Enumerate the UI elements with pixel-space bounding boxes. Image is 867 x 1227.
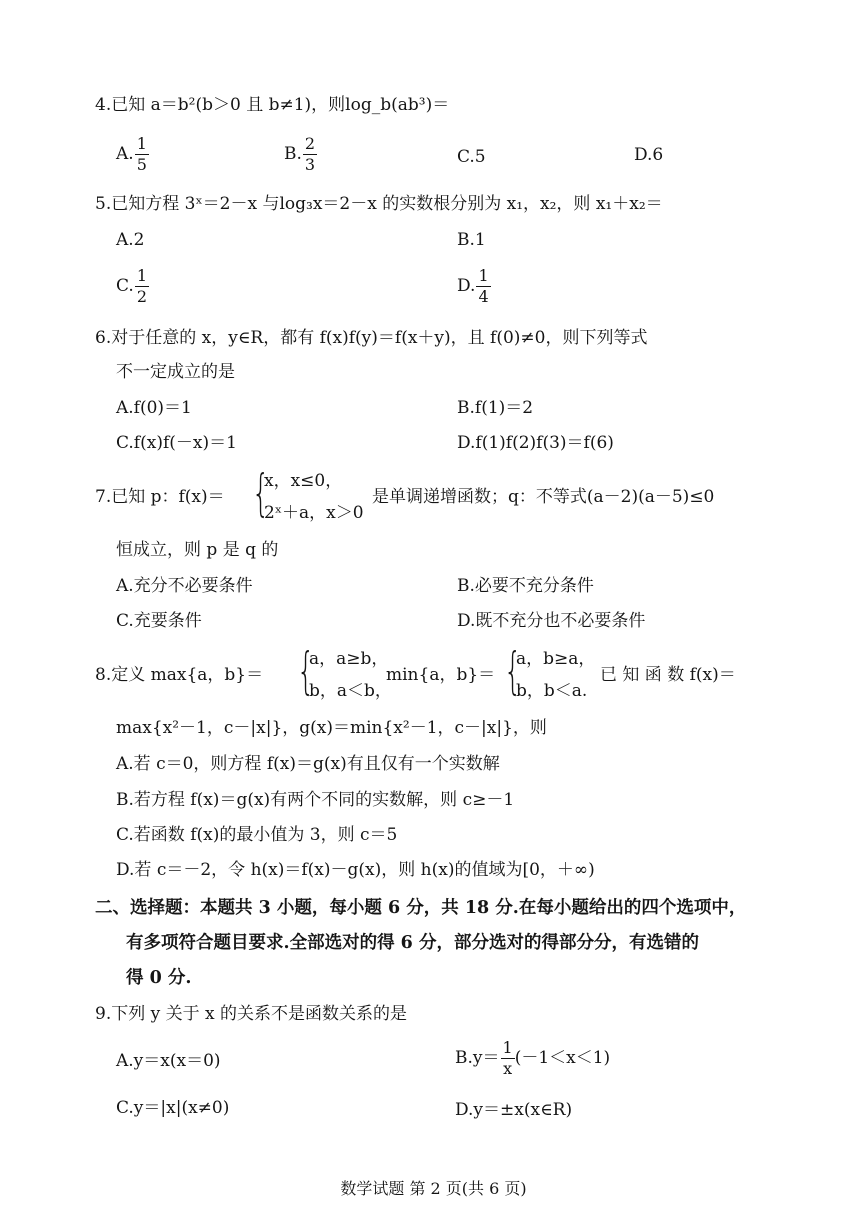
section2-line2: 有多项符合题目要求.全部选对的得 6 分，部分选对的得部分分，有选错的 [126, 933, 699, 953]
q8-max-case-1: a，a≥b， [309, 649, 389, 669]
q5-option-b: B.1 [457, 230, 486, 250]
q8-definition-prefix: 8.定义 max{a，b}＝ [95, 665, 264, 685]
q4-option-d: D.6 [634, 145, 664, 165]
q6-option-b: B.f(1)＝2 [457, 398, 534, 418]
q7-case-1: x，x≤0， [264, 471, 343, 491]
q5-option-d-numerator: 1 [478, 266, 489, 285]
q7-stem-prefix: 7.已知 p：f(x)＝ [95, 487, 225, 507]
q5-option-d [457, 268, 491, 305]
q4-option-a-denominator: 5 [136, 155, 147, 174]
q9-option-a: A.y＝x(x＝0) [116, 1051, 221, 1071]
q9-option-b-fraction [501, 1040, 515, 1077]
q4-option-a-numerator: 1 [136, 134, 147, 153]
section2-line3: 得 0 分. [126, 968, 192, 988]
q4-option-a-label: A. [116, 144, 134, 164]
q4-option-a-fraction [135, 136, 149, 173]
q8-option-d: D.若 c＝－2，令 h(x)＝f(x)－g(x)，则 h(x)的值域为[0，＋∞) [116, 860, 595, 880]
q4-stem: 4.已知 a＝b²(b＞0 且 b≠1)，则log_b(ab³)＝ [95, 95, 450, 115]
q8-option-a: A.若 c＝0，则方程 f(x)＝g(x)有且仅有一个实数解 [116, 754, 500, 774]
q5-option-d-fraction [476, 268, 490, 305]
q9-stem: 9.下列 y 关于 x 的关系不是函数关系的是 [95, 1004, 408, 1024]
q9-option-c: C.y＝|x|(x≠0) [116, 1098, 230, 1118]
q9-option-b [455, 1040, 610, 1077]
q7-stem-line2: 恒成立，则 p 是 q 的 [116, 540, 279, 560]
q7-option-a: A.充分不必要条件 [116, 576, 253, 596]
q6-option-a: A.f(0)＝1 [116, 398, 192, 418]
q7-stem-suffix: 是单调递增函数；q：不等式(a－2)(a－5)≤0 [372, 487, 715, 507]
q7-option-b: B.必要不充分条件 [457, 576, 594, 596]
q9-option-b-numerator: 1 [502, 1038, 513, 1057]
q4-option-b-numerator: 2 [304, 134, 316, 153]
q5-option-c-fraction [135, 268, 149, 305]
q5-option-c [116, 268, 149, 305]
q9-option-b-label: B.y＝ [455, 1048, 500, 1068]
q8-min-label: min{a，b}＝ [386, 665, 496, 685]
q8-min-case-2: b，b＜a. [516, 681, 588, 701]
q4-option-b-label: B. [284, 144, 302, 164]
q8-min-case-1: a，b≥a， [516, 649, 596, 669]
q6-stem-line1: 6.对于任意的 x，y∈R，都有 f(x)f(y)＝f(x＋y)，且 f(0)≠0，则下列等式 [95, 328, 648, 348]
q8-definition-suffix: 已 知 函 数 f(x)＝ [600, 665, 736, 685]
q8-stem-line2: max{x²－1，c－|x|}，g(x)＝min{x²－1，c－|x|}，则 [116, 718, 547, 738]
q8-option-b: B.若方程 f(x)＝g(x)有两个不同的实数解，则 c≥－1 [116, 790, 515, 810]
q5-option-a: A.2 [116, 230, 145, 250]
q8-option-c: C.若函数 f(x)的最小值为 3，则 c＝5 [116, 825, 398, 845]
q6-option-c: C.f(x)f(－x)＝1 [116, 433, 237, 453]
q4-option-b-denominator: 3 [304, 155, 316, 174]
q7-case-2: 2ˣ＋a，x＞0 [264, 503, 364, 523]
q8-max-case-2: b，a＜b， [309, 681, 392, 701]
page-footer: 数学试题 第 2 页(共 6 页) [340, 1179, 527, 1198]
q4-option-b-fraction [303, 136, 317, 173]
q6-stem-line2: 不一定成立的是 [116, 362, 235, 382]
q8-min-brace: { [504, 642, 522, 700]
q5-option-d-label: D. [457, 276, 476, 296]
q9-option-d: D.y＝±x(x∈R) [455, 1100, 573, 1120]
q5-option-c-numerator: 1 [136, 266, 147, 285]
section2-line1: 二、选择题：本题共 3 小题，每小题 6 分，共 18 分.在每小题给出的四个选项中， [95, 898, 747, 918]
q5-option-c-label: C. [116, 276, 134, 296]
q4-option-b [284, 136, 317, 173]
q4-option-a [116, 136, 149, 173]
q7-option-c: C.充要条件 [116, 611, 202, 631]
q5-option-d-denominator: 4 [478, 287, 489, 306]
q9-option-b-denominator: x [503, 1059, 513, 1078]
q7-option-d: D.既不充分也不必要条件 [457, 611, 646, 631]
q5-stem: 5.已知方程 3ˣ＝2－x 与log₃x＝2－x 的实数根分别为 x₁，x₂，则 x₁＋x₂＝ [95, 194, 663, 214]
q5-option-c-denominator: 2 [136, 287, 147, 306]
q4-option-c: C.5 [457, 147, 486, 167]
q9-option-b-domain: (－1＜x＜1) [514, 1048, 611, 1068]
q7-piecewise-brace: { [252, 464, 270, 522]
q6-option-d: D.f(1)f(2)f(3)＝f(6) [457, 433, 614, 453]
q8-max-brace: { [297, 642, 315, 700]
